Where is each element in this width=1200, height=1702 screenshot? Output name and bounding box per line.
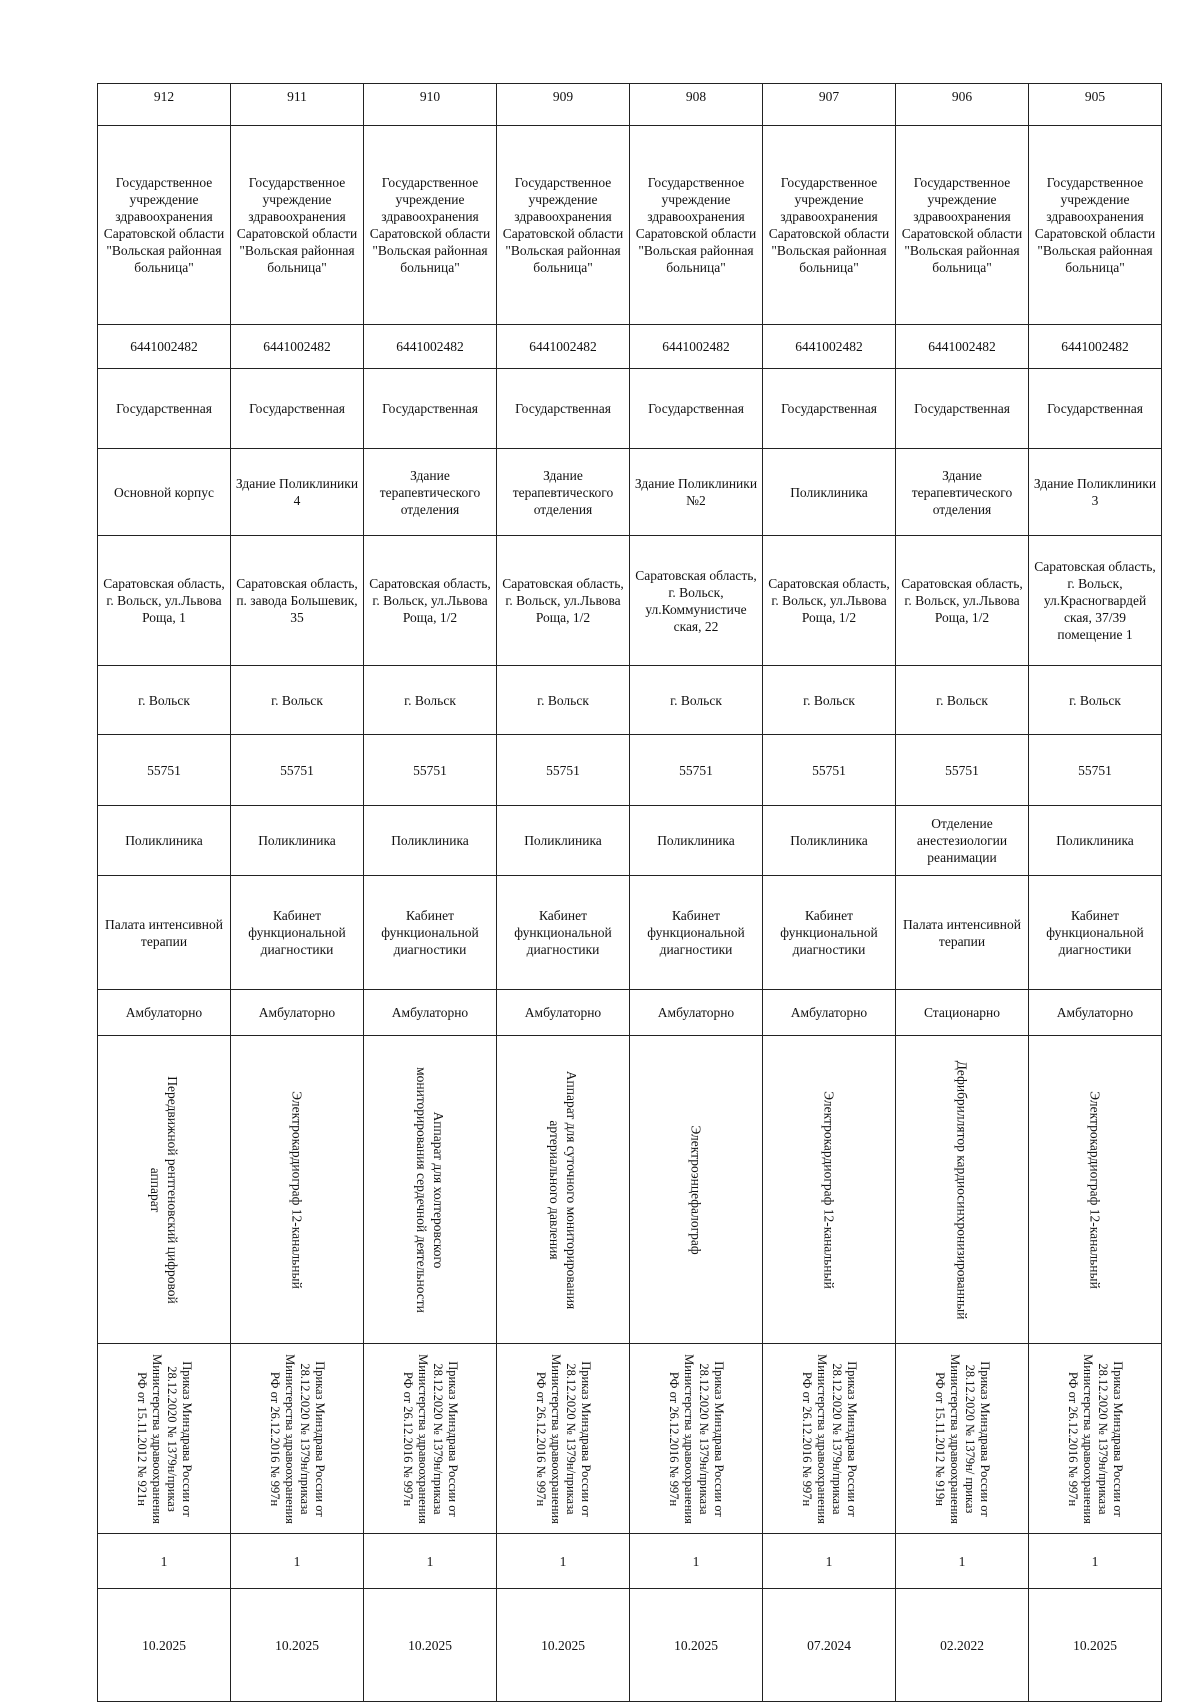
cell-row-number: 910 [364,84,497,126]
cell-care-form: Стационарно [896,990,1029,1036]
cell-quantity: 1 [98,1534,231,1589]
cell-department: Поликлиника [497,806,630,876]
table-row-equipment [98,1036,1162,1344]
cell-city: г. Вольск [497,666,630,735]
cell-city: г. Вольск [630,666,763,735]
table-row-address [98,536,1162,666]
cell-address: Саратовская область, г. Вольск, ул.Львова Роща, 1 [98,536,231,666]
cell-equipment [98,1036,231,1344]
table-row-number [98,84,1162,126]
cell-order-rotated-text: Приказ Минздрава России от 28.12.2020 № 1379н/приказа Министерства здравоохранения РФ от 26.12.2016 № 997н [800,1353,859,1524]
cell-building: Здание Поликлиники №2 [630,449,763,536]
cell-date: 10.2025 [364,1589,497,1702]
cell-order [1029,1344,1162,1534]
cell-room: Кабинет функциональной диагностики [763,876,896,990]
cell-care-form: Амбулаторно [98,990,231,1036]
cell-department: Поликлиника [763,806,896,876]
cell-quantity: 1 [364,1534,497,1589]
cell-quantity: 1 [497,1534,630,1589]
cell-row-number: 909 [497,84,630,126]
cell-building: Здание терапевтического отделения [364,449,497,536]
cell-row-number: 907 [763,84,896,126]
cell-building: Здание Поликлиники 4 [231,449,364,536]
table-row-city [98,666,1162,735]
cell-equipment-rotated-text: Электроэнцефалограф [688,1124,704,1255]
cell-date: 10.2025 [231,1589,364,1702]
cell-care-form: Амбулаторно [1029,990,1162,1036]
cell-equipment-rotated-text: Электрокардиограф 12-канальный [1087,1090,1103,1289]
cell-address: Саратовская область, п. завода Большевик, 35 [231,536,364,666]
cell-organization: Государственное учреждение здравоохранения Саратовской области "Вольская районная больница" [497,126,630,325]
cell-address: Саратовская область, г. Вольск, ул.Красногвардей ская, 37/39 помещение 1 [1029,536,1162,666]
cell-room: Кабинет функциональной диагностики [497,876,630,990]
cell-quantity: 1 [231,1534,364,1589]
table-row-ownership [98,369,1162,449]
cell-order-rotated-text: Приказ Минздрава России от 28.12.2020 № 1379н/приказа Министерства здравоохранения РФ от 26.12.2016 № 997н [401,1353,460,1524]
cell-date: 10.2025 [1029,1589,1162,1702]
cell-ownership: Государственная [364,369,497,449]
cell-address: Саратовская область, г. Вольск, ул.Львова Роща, 1/2 [497,536,630,666]
cell-equipment-rotated-text: Электрокардиограф 12-канальный [289,1090,305,1289]
cell-room: Кабинет функциональной диагностики [630,876,763,990]
cell-equipment [364,1036,497,1344]
cell-city: г. Вольск [98,666,231,735]
cell-date: 10.2025 [497,1589,630,1702]
cell-code: 55751 [896,735,1029,806]
cell-city: г. Вольск [1029,666,1162,735]
cell-city: г. Вольск [896,666,1029,735]
cell-organization: Государственное учреждение здравоохранения Саратовской области "Вольская районная больница" [1029,126,1162,325]
cell-order-rotated-text: Приказ Минздрава России от 28.12.2020 № 1379н/приказа Министерства здравоохранения РФ от 26.12.2016 № 997н [667,1353,726,1524]
cell-department: Поликлиника [98,806,231,876]
cell-order [763,1344,896,1534]
cell-inn: 6441002482 [98,325,231,369]
cell-organization: Государственное учреждение здравоохранения Саратовской области "Вольская районная больница" [364,126,497,325]
cell-quantity: 1 [630,1534,763,1589]
cell-building: Здание Поликлиники 3 [1029,449,1162,536]
equipment-table [97,83,1162,1702]
cell-inn: 6441002482 [630,325,763,369]
cell-ownership: Государственная [231,369,364,449]
cell-row-number: 912 [98,84,231,126]
cell-inn: 6441002482 [896,325,1029,369]
cell-care-form: Амбулаторно [630,990,763,1036]
cell-order-rotated-text: Приказ Минздрава России от 28.12.2020 № 1379н/приказа Министерства здравоохранения РФ от 26.12.2016 № 997н [1066,1353,1125,1524]
cell-date: 10.2025 [98,1589,231,1702]
cell-equipment-rotated-text: Аппарат для холтеровского мониторирования сердечной деятельности [414,1066,446,1313]
cell-room: Кабинет функциональной диагностики [231,876,364,990]
cell-row-number: 905 [1029,84,1162,126]
cell-address: Саратовская область, г. Вольск, ул.Львова Роща, 1/2 [763,536,896,666]
cell-order [231,1344,364,1534]
cell-care-form: Амбулаторно [763,990,896,1036]
cell-code: 55751 [364,735,497,806]
cell-row-number: 908 [630,84,763,126]
cell-order-rotated-text: Приказ Минздрава России от 28.12.2020 № 1379н/приказа Министерства здравоохранения РФ от 26.12.2016 № 997н [534,1353,593,1524]
cell-equipment-rotated-text: Передвижной рентгеновский цифровой аппарат [148,1075,180,1304]
cell-department: Поликлиника [1029,806,1162,876]
table-row-date [98,1589,1162,1702]
cell-row-number: 911 [231,84,364,126]
cell-address: Саратовская область, г. Вольск, ул.Коммунистиче ская, 22 [630,536,763,666]
cell-order [896,1344,1029,1534]
cell-code: 55751 [231,735,364,806]
cell-equipment-rotated-text: Аппарат для суточного мониторирования артериального давления [547,1070,579,1309]
cell-order-rotated-text: Приказ Минздрава России от 28.12.2020 № 1379н/приказа Министерства здравоохранения РФ от 26.12.2016 № 997н [268,1353,327,1524]
cell-city: г. Вольск [231,666,364,735]
cell-address: Саратовская область, г. Вольск, ул.Львова Роща, 1/2 [896,536,1029,666]
table-row-code [98,735,1162,806]
cell-date: 07.2024 [763,1589,896,1702]
cell-code: 55751 [763,735,896,806]
cell-ownership: Государственная [630,369,763,449]
cell-building: Поликлиника [763,449,896,536]
cell-department: Поликлиника [630,806,763,876]
table-row-order [98,1344,1162,1534]
cell-code: 55751 [497,735,630,806]
cell-code: 55751 [630,735,763,806]
cell-date: 10.2025 [630,1589,763,1702]
cell-organization: Государственное учреждение здравоохранения Саратовской области "Вольская районная больница" [630,126,763,325]
cell-order [98,1344,231,1534]
cell-department: Поликлиника [364,806,497,876]
cell-equipment [763,1036,896,1344]
table-row-building [98,449,1162,536]
cell-department: Отделение анестезиологии реанимации [896,806,1029,876]
cell-ownership: Государственная [896,369,1029,449]
cell-organization: Государственное учреждение здравоохранения Саратовской области "Вольская районная больница" [231,126,364,325]
cell-care-form: Амбулаторно [497,990,630,1036]
cell-code: 55751 [98,735,231,806]
cell-room: Кабинет функциональной диагностики [1029,876,1162,990]
cell-row-number: 906 [896,84,1029,126]
cell-inn: 6441002482 [364,325,497,369]
cell-quantity: 1 [763,1534,896,1589]
cell-organization: Государственное учреждение здравоохранения Саратовской области "Вольская районная больница" [98,126,231,325]
cell-order-rotated-text: Приказ Минздрава России от 28.12.2020 № 1379н/ приказ Министерства здравоохранения РФ от 15.11.2012 № 919н [933,1353,992,1524]
cell-equipment-rotated-text: Электрокардиограф 12-канальный [821,1090,837,1289]
cell-order [497,1344,630,1534]
cell-ownership: Государственная [1029,369,1162,449]
cell-care-form: Амбулаторно [364,990,497,1036]
cell-quantity: 1 [896,1534,1029,1589]
cell-equipment [1029,1036,1162,1344]
cell-code: 55751 [1029,735,1162,806]
cell-inn: 6441002482 [231,325,364,369]
cell-ownership: Государственная [763,369,896,449]
cell-building: Здание терапевтического отделения [497,449,630,536]
cell-equipment [630,1036,763,1344]
cell-department: Поликлиника [231,806,364,876]
cell-city: г. Вольск [364,666,497,735]
cell-room: Палата интенсивной терапии [98,876,231,990]
cell-care-form: Амбулаторно [231,990,364,1036]
cell-equipment [231,1036,364,1344]
table-row-room [98,876,1162,990]
cell-organization: Государственное учреждение здравоохранения Саратовской области "Вольская районная больница" [896,126,1029,325]
cell-inn: 6441002482 [763,325,896,369]
table-row-inn [98,325,1162,369]
table-row-organization [98,126,1162,325]
cell-quantity: 1 [1029,1534,1162,1589]
cell-room: Кабинет функциональной диагностики [364,876,497,990]
cell-ownership: Государственная [98,369,231,449]
cell-organization: Государственное учреждение здравоохранения Саратовской области "Вольская районная больница" [763,126,896,325]
cell-address: Саратовская область, г. Вольск, ул.Львова Роща, 1/2 [364,536,497,666]
cell-order-rotated-text: Приказ Минздрава России от 28.12.2020 № 1379н/приказ Министерства здравоохранения РФ от 15.11.2012 № 921н [135,1353,194,1524]
cell-city: г. Вольск [763,666,896,735]
cell-room: Палата интенсивной терапии [896,876,1029,990]
cell-equipment [497,1036,630,1344]
table-row-quantity [98,1534,1162,1589]
table-row-department [98,806,1162,876]
cell-inn: 6441002482 [497,325,630,369]
cell-equipment-rotated-text: Дефибриллятор кардиосинхронизированный [954,1060,970,1319]
cell-date: 02.2022 [896,1589,1029,1702]
cell-order [630,1344,763,1534]
cell-inn: 6441002482 [1029,325,1162,369]
table-row-care-form [98,990,1162,1036]
cell-ownership: Государственная [497,369,630,449]
cell-order [364,1344,497,1534]
cell-building: Основной корпус [98,449,231,536]
cell-equipment [896,1036,1029,1344]
cell-building: Здание терапевтического отделения [896,449,1029,536]
